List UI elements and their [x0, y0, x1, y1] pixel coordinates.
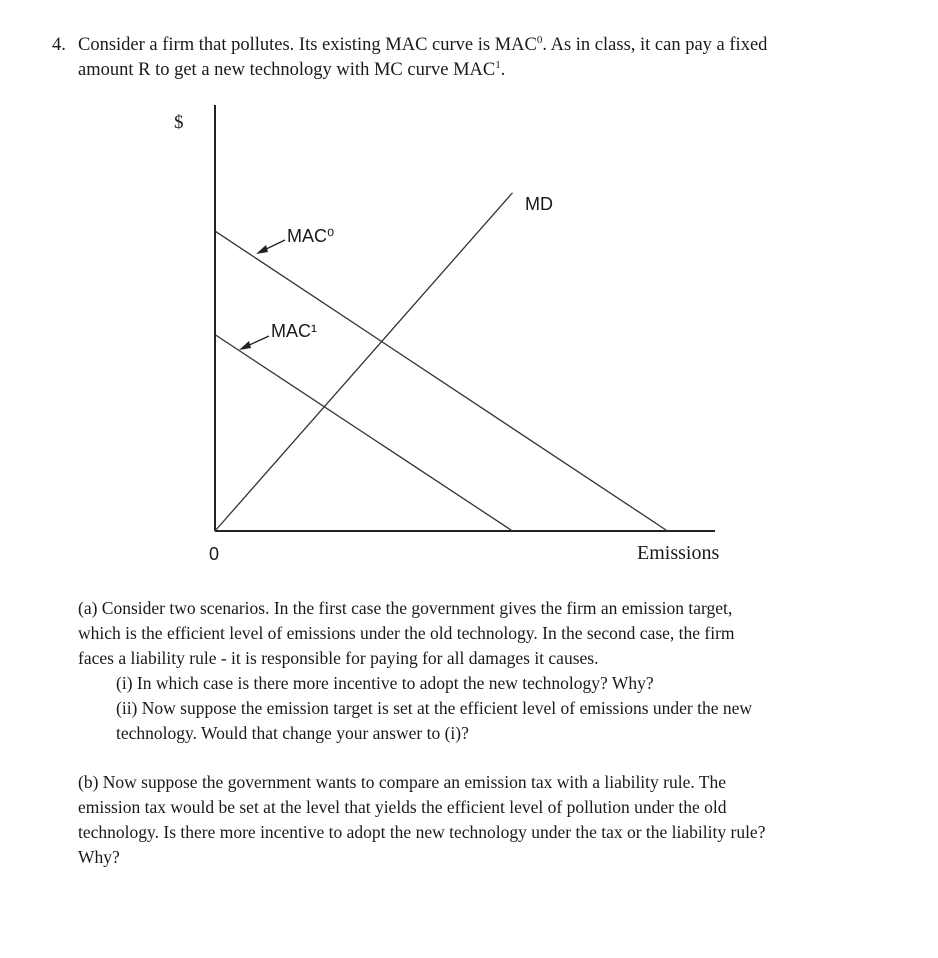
question-line-1-end: . As in class, it can pay a fixed — [542, 35, 768, 55]
y-axis-label: $ — [174, 112, 184, 133]
part-b-line-4: Why? — [78, 847, 120, 867]
mac1-curve — [215, 335, 513, 531]
superscript-0: 0 — [536, 33, 543, 46]
part-a-line-1: (a) Consider two scenarios. In the first case the government gives the firm an emission target, — [78, 598, 733, 618]
question-line-1-text: Consider a firm that pollutes. Its existing MAC curve is MAC — [78, 35, 537, 55]
question-number: 4. — [52, 35, 66, 55]
part-b-line-3: technology. Is there more incentive to adopt the new technology under the tax or the liability rule? — [78, 822, 766, 842]
part-a-line-3: faces a liability rule - it is responsible for paying for all damages it causes. — [78, 648, 599, 668]
x-axis-label: Emissions — [637, 542, 720, 564]
part-b-line-2: emission tax would be set at the level that yields the efficient level of pollution under the old — [78, 797, 727, 817]
mac0-pointer-arrow — [256, 240, 285, 254]
origin-label: 0 — [209, 544, 220, 564]
md-curve — [215, 193, 513, 531]
superscript-1: 1 — [495, 58, 501, 71]
mac0-curve — [215, 231, 668, 531]
mac1-pointer-arrow — [239, 336, 269, 350]
mac0-label: MAC⁰ — [287, 226, 335, 246]
part-a-i: (i) In which case is there more incentive to adopt the new technology? Why? — [116, 673, 654, 693]
part-a-ii-line-2: technology. Would that change your answer to (i)? — [116, 723, 469, 743]
part-b — [78, 770, 878, 870]
curves-layer — [215, 193, 668, 531]
part-a-line-2: which is the efficient level of emissions under the old technology. In the second case, the firm — [78, 623, 735, 643]
question-line-2-end: . — [500, 60, 506, 80]
part-a-ii-line-1: (ii) Now suppose the emission target is set at the efficient level of emissions under the new — [116, 698, 753, 718]
question-line-2-text: amount R to get a new technology with MC curve MAC — [78, 60, 496, 80]
md-label: MD — [525, 194, 553, 214]
part-a — [78, 596, 878, 746]
part-b-line-1: (b) Now suppose the government wants to compare an emission tax with a liability rule. The — [78, 772, 727, 792]
mac1-label: MAC¹ — [271, 321, 317, 341]
